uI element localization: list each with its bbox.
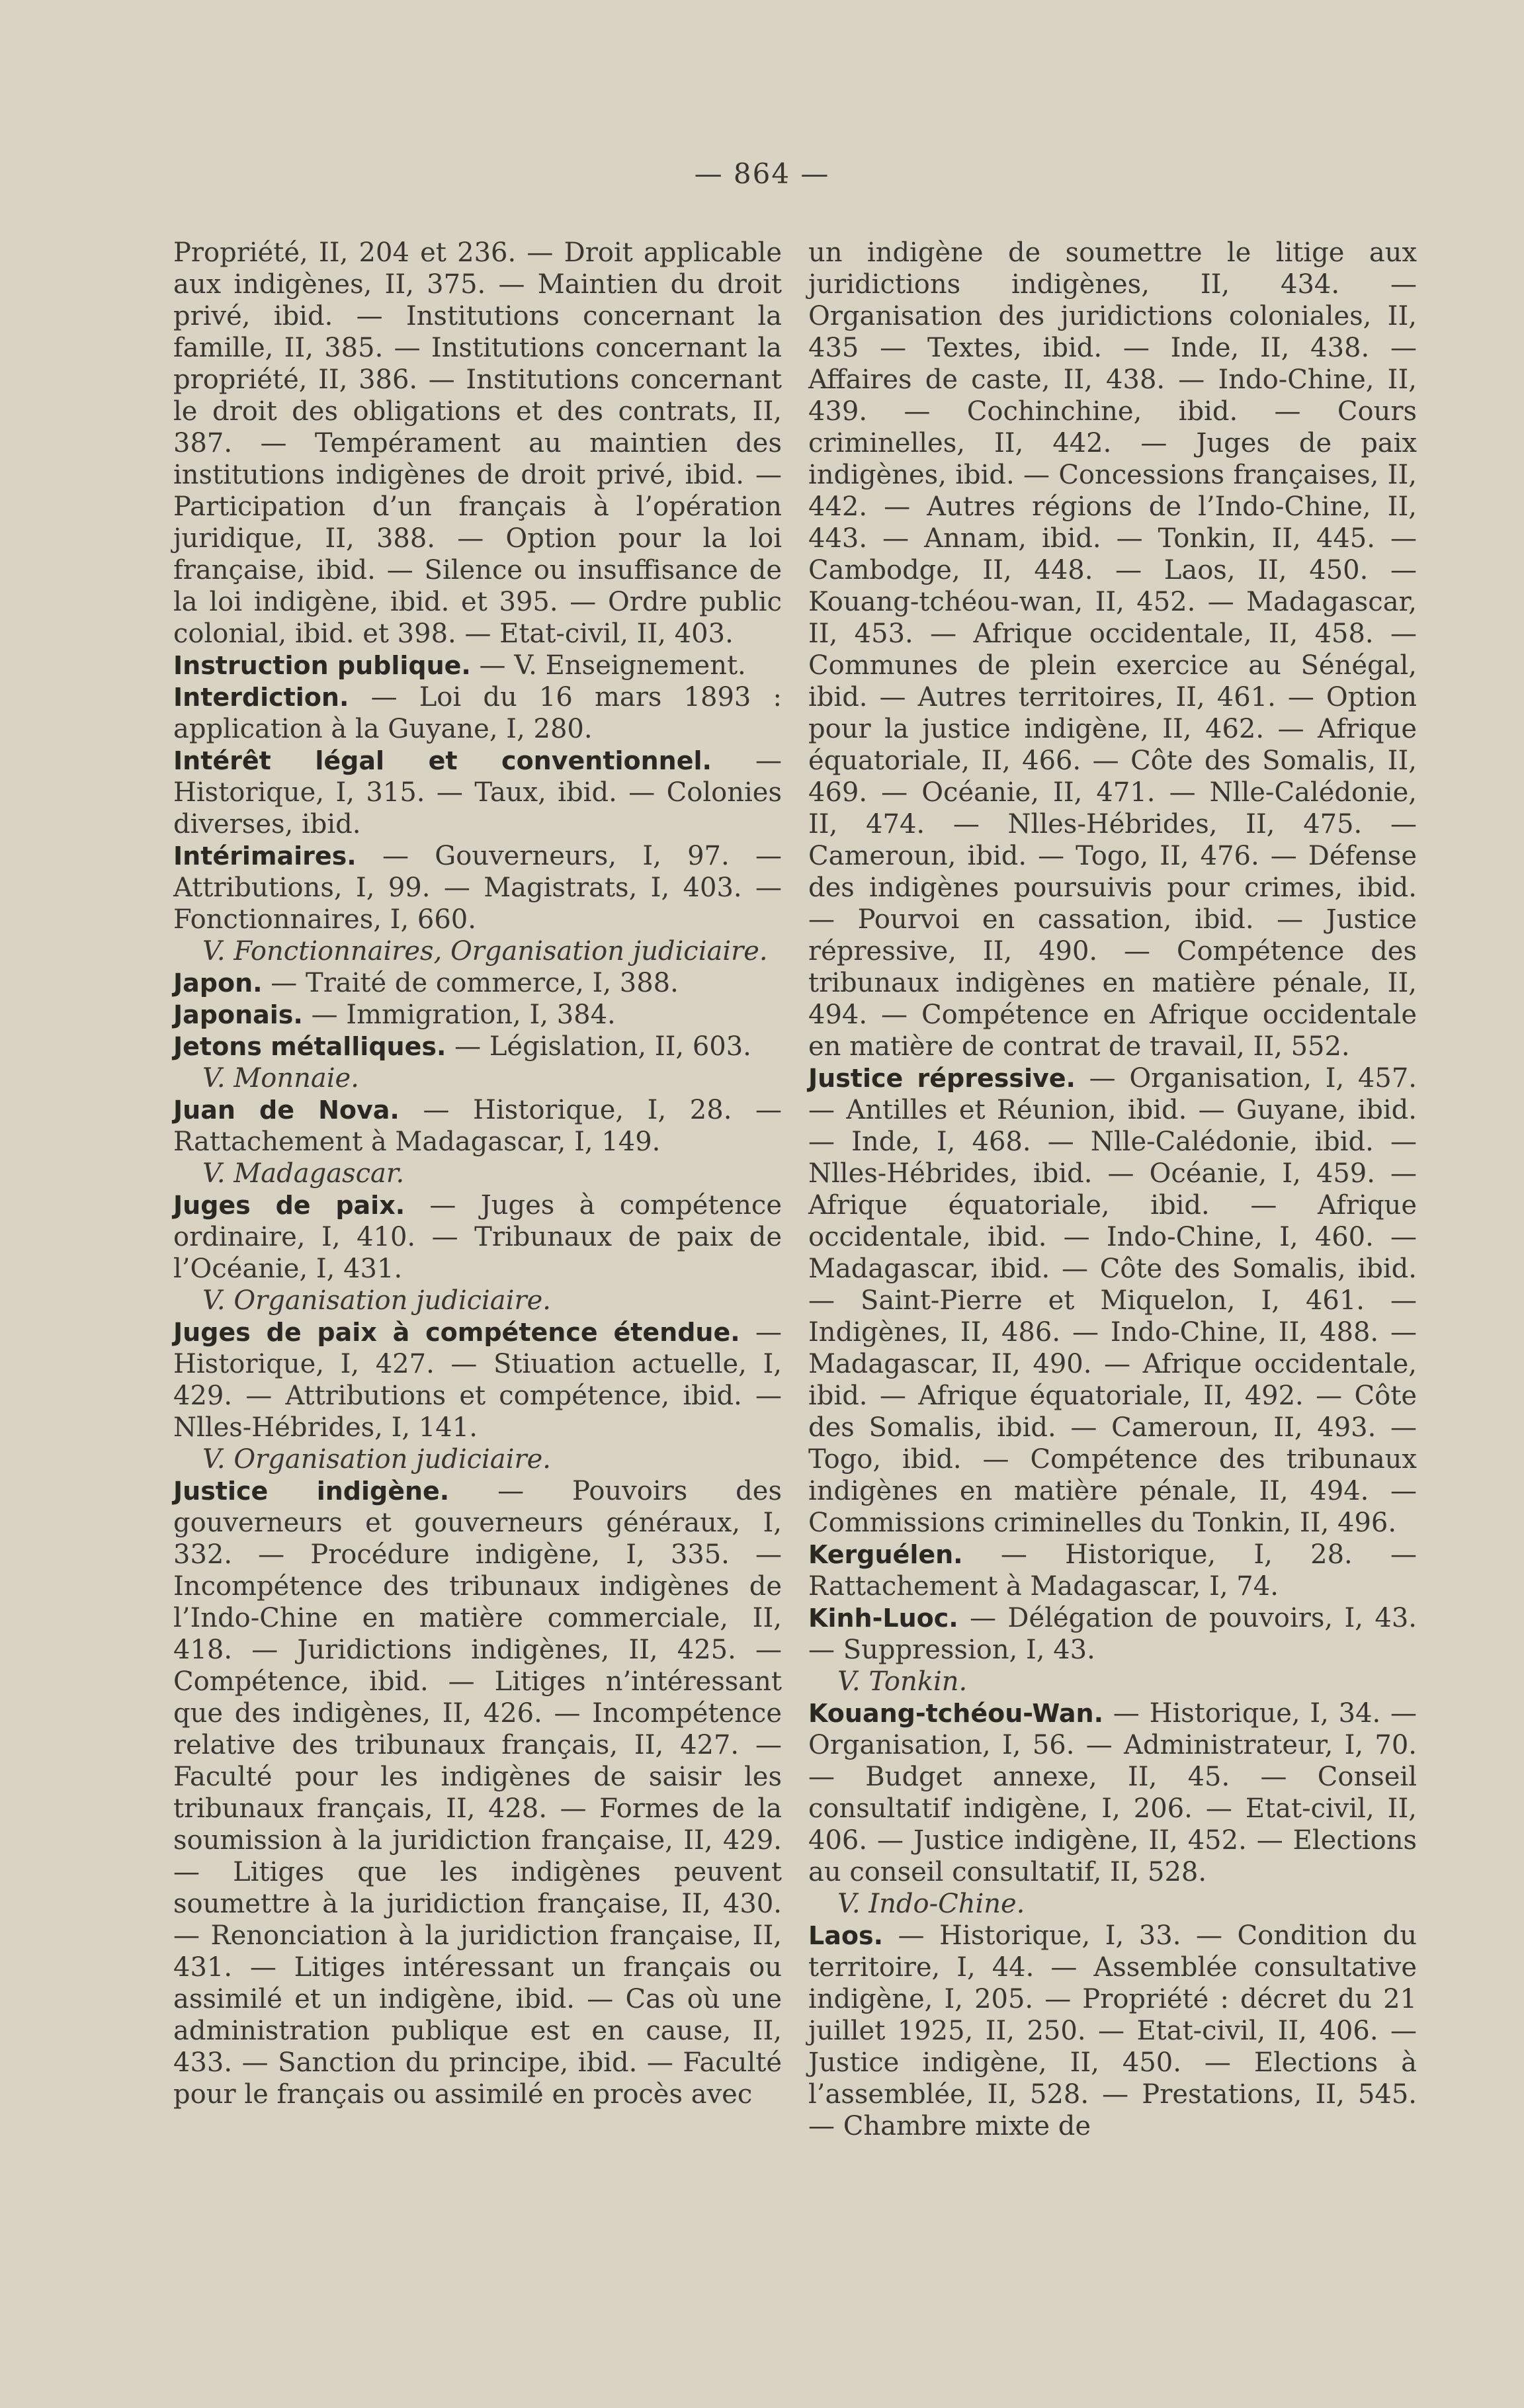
entry-heading: Juan de Nova.: [173, 1096, 400, 1125]
cross-reference: V. Organisation judiciaire.: [202, 1285, 551, 1316]
index-entry-continuation: Propriété, II, 204 et 236. — Droit applicable aux indigènes, II, 375. — Maintien du droit privé, ibid. — Institutions concernant la famille, II, 385. — Institutions concernant la propriété, II, 386. — Institutions concernant le droit des obligations et des contrats, II, 387. — Tempérament au maintien des institutions indigènes de droit privé, ibid. — Participation d’un français à l’opération juridique, II, 388. — Option pour la loi française, ibid. — Silence ou insuffisance de la loi indigène, ibid. et 395. — Ordre public colonial, ibid. et 398. — Etat-civil, II, 403.: [173, 237, 782, 649]
index-entry: Intérimaires. — Gouverneurs, I, 97. — Attributions, I, 99. — Magistrats, I, 403. — Fonctionnaires, I, 660.: [173, 841, 782, 935]
cross-reference: V. Indo-Chine.: [837, 1889, 1025, 1919]
index-entry: Jetons métalliques. — Législation, II, 603.: [173, 1031, 751, 1062]
page-number: — 864 —: [694, 157, 830, 190]
index-entry: Juges de paix. — Juges à compétence ordinaire, I, 410. — Tribunaux de paix de l’Océanie, I, 431.: [173, 1190, 782, 1284]
entry-heading: Laos.: [808, 1921, 884, 1950]
entry-heading: Juges de paix à compétence étendue.: [173, 1318, 740, 1347]
left-column: [173, 237, 782, 2110]
index-entry: Interdiction. — Loi du 16 mars 1893 : application à la Guyane, I, 280.: [173, 682, 782, 744]
entry-heading: Jetons métalliques.: [173, 1032, 446, 1061]
entry-heading: Japon.: [173, 968, 263, 998]
entry-heading: Intérimaires.: [173, 841, 357, 871]
entry-heading: Instruction publique.: [173, 651, 471, 680]
entry-heading: Kerguélen.: [808, 1540, 963, 1569]
entry-heading: Intérêt légal et conventionnel.: [173, 746, 712, 775]
cross-reference: V. Madagascar.: [202, 1158, 405, 1189]
entry-heading: Japonais.: [173, 1000, 303, 1029]
index-entry: Justice indigène. — Pouvoirs des gouverneurs et gouverneurs généraux, I, 332. — Procédure indigène, I, 335. — Incompétence des tribunaux indigènes de l’Indo-Chine en matière commerciale, II, 418. — Juridictions indigènes, II, 425. — Compétence, ibid. — Litiges n’intéressant que des indigènes, II, 426. — Incompétence relative des tribunaux français, II, 427. — Faculté pour les indigènes de saisir les tribunaux français, II, 428. — Formes de la soumission à la juridiction française, II, 429. — Litiges que les indigènes peuvent soumettre à la juridiction française, II, 430. — Renonciation à la juridiction française, II, 431. — Litiges intéressant un français ou assimilé et un indigène, ibid. — Cas où une administration publique est en cause, II, 433. — Sanction du principe, ibid. — Faculté pour le français ou assimilé en procès avec: [173, 1476, 782, 2110]
entry-heading: Interdiction.: [173, 683, 349, 712]
entry-heading: Kouang-tchéou-Wan.: [808, 1699, 1104, 1728]
index-entry: Juan de Nova. — Historique, I, 28. — Rattachement à Madagascar, I, 149.: [173, 1095, 783, 1157]
cross-reference: V. Organisation judiciaire.: [202, 1444, 551, 1475]
entry-heading: Justice indigène.: [173, 1477, 450, 1506]
index-entry: Kerguélen. — Historique, I, 28. — Rattachement à Madagascar, I, 74.: [808, 1539, 1417, 1602]
index-entry: Kinh-Luoc. — Délégation de pouvoirs, I, 43. — Suppression, I, 43.: [808, 1603, 1417, 1665]
index-entry: Justice répressive. — Organisation, I, 457. — Antilles et Réunion, ibid. — Guyane, ibid. — Inde, I, 468. — Nlle-Calédonie, ibid. — Nlles-Hébrides, ibid. — Océanie, I, 459. — Afrique équatoriale, ibid. — Afrique occidentale, ibid. — Indo-Chine, I, 460. — Madagascar, ibid. — Côte des Somalis, ibid. — Saint-Pierre et Miquelon, I, 461. — Indigènes, II, 486. — Indo-Chine, II, 488. — Madagascar, II, 490. — Afrique occidentale, ibid. — Afrique équatoriale, II, 492. — Côte des Somalis, ibid. — Cameroun, II, 493. — Togo, ibid. — Compétence des tribunaux indigènes en matière pénale, II, 494. — Commissions criminelles du Tonkin, II, 496.: [808, 1063, 1417, 1538]
index-entry: Instruction publique. — V. Enseignement.: [173, 650, 746, 681]
entry-heading: Kinh-Luoc.: [808, 1604, 958, 1633]
index-entry: Kouang-tchéou-Wan. — Historique, I, 34. — Organisation, I, 56. — Administrateur, I, 70. — Budget annexe, II, 45. — Conseil consultatif indigène, I, 206. — Etat-civil, II, 406. — Justice indigène, II, 452. — Elections au conseil consultatif, II, 528.: [808, 1698, 1417, 1887]
index-entry: Laos. — Historique, I, 33. — Condition du territoire, I, 44. — Assemblée consultative indigène, I, 205. — Propriété : décret du 21 juillet 1925, II, 250. — Etat-civil, II, 406. — Justice indigène, II, 450. — Elections à l’assemblée, II, 528. — Prestations, II, 545. — Chambre mixte de: [808, 1920, 1417, 2141]
entry-heading: Juges de paix.: [173, 1191, 405, 1220]
cross-reference: V. Monnaie.: [202, 1063, 359, 1094]
index-entry: Intérêt légal et conventionnel. — Historique, I, 315. — Taux, ibid. — Colonies diverses, ibid.: [173, 746, 782, 839]
index-entry: Japonais. — Immigration, I, 384.: [173, 1000, 616, 1030]
right-column: [808, 237, 1417, 2142]
entry-heading: Justice répressive.: [808, 1064, 1076, 1093]
cross-reference: V. Fonctionnaires, Organisation judiciaire.: [202, 936, 768, 967]
cross-reference: V. Tonkin.: [837, 1666, 968, 1697]
index-entry-continuation: un indigène de soumettre le litige aux juridictions indigènes, II, 434. — Organisation des juridictions coloniales, II, 435 — Textes, ibid. — Inde, II, 438. — Affaires de caste, II, 438. — Indo-Chine, II, 439. — Cochinchine, ibid. — Cours criminelles, II, 442. — Juges de paix indigènes, ibid. — Concessions françaises, II, 442. — Autres régions de l’Indo-Chine, II, 443. — Annam, ibid. — Tonkin, II, 445. — Cambodge, II, 448. — Laos, II, 450. — Kouang-tchéou-wan, II, 452. — Madagascar, II, 453. — Afrique occidentale, II, 458. — Communes de plein exercice au Sénégal, ibid. — Autres territoires, II, 461. — Option pour la justice indigène, II, 462. — Afrique équatoriale, II, 466. — Côte des Somalis, II, 469. — Océanie, II, 471. — Nlle-Calédonie, II, 474. — Nlles-Hébrides, II, 475. — Cameroun, ibid. — Togo, II, 476. — Défense des indigènes poursuivis pour crimes, ibid. — Pourvoi en cassation, ibid. — Justice répressive, II, 490. — Compétence des tribunaux indigènes en matière pénale, II, 494. — Compétence en Afrique occidentale en matière de contrat de travail, II, 552.: [808, 237, 1417, 1062]
index-entry: Juges de paix à compétence étendue. — Historique, I, 427. — Stiuation actuelle, I, 429. — Attributions et compétence, ibid. — Nlles-Hébrides, I, 141.: [173, 1317, 783, 1443]
index-entry: Japon. — Traité de commerce, I, 388.: [173, 968, 679, 998]
